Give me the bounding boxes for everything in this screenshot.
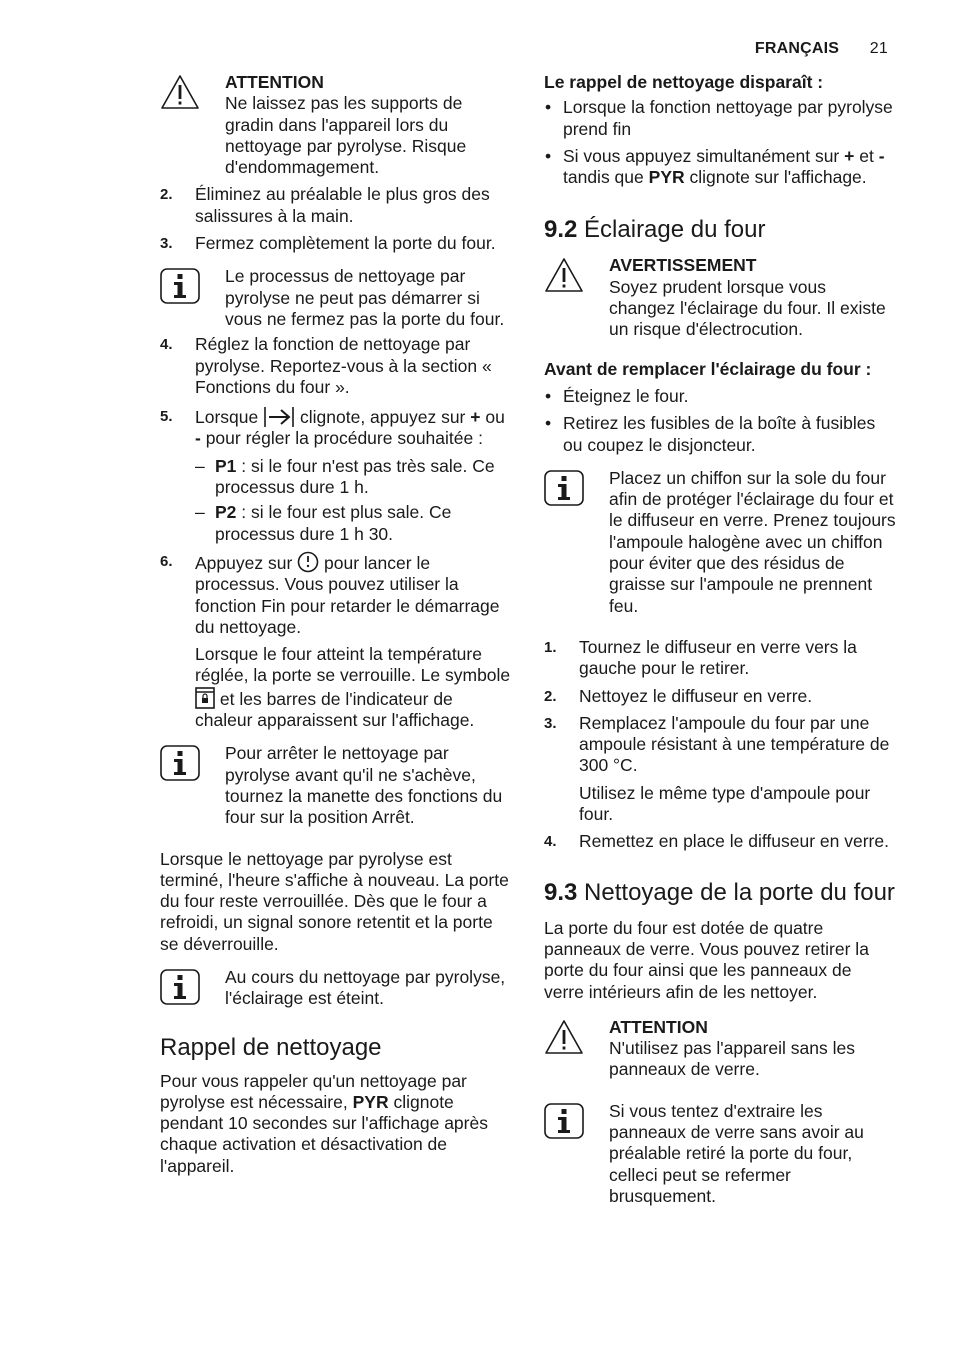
info-text: Le processus de nettoyage par pyrolyse ne peut pas démarrer si vous ne fermez pas la porte du four.	[225, 266, 505, 329]
cleaning-done-paragraph: Lorsque le nettoyage par pyrolyse est terminé, l'heure s'affiche à nouveau. La porte du four reste verrouillée. Dès que le four a refroidi, un signal sonore retentit et la porte se déverrouille.	[160, 848, 509, 954]
section-9-2-heading	[544, 216, 896, 243]
info-text: Au cours du nettoyage par pyrolyse, l'éclairage est éteint.	[225, 966, 506, 1009]
info-icon	[544, 1103, 584, 1139]
step-number: 1.	[544, 638, 557, 656]
step-r1	[544, 637, 896, 680]
bullet-text	[563, 146, 896, 189]
step5-post: pour régler la procédure souhaitée :	[205, 428, 483, 449]
option-p2: – P2 : si le four est plus sale. Ce processus dure 1 h 30.	[195, 502, 452, 544]
step6-para2-post: et les barres de l'indicateur de chaleur apparaissent sur l'affichage.	[195, 688, 475, 731]
plus-symbol: +	[470, 407, 481, 428]
bullet-item: • Si vous appuyez simultanément sur + et - tandis que PYR clignote sur l'affichage.	[544, 146, 896, 189]
pyr-label: PYR	[352, 1091, 389, 1112]
step-number: 2.	[544, 687, 557, 705]
step-number: 3.	[544, 714, 557, 732]
warning-text: N'utilisez pas l'appareil sans les panneaux de verre.	[609, 1038, 855, 1080]
step-r2	[544, 686, 896, 707]
step-text: Remplacez l'ampoule du four par une ampoule résistant à une température de 300 °C.	[579, 712, 890, 776]
step-text	[195, 406, 512, 450]
step-text: Remettez en place le diffuseur en verre.	[579, 831, 889, 852]
warning-title: AVERTISSEMENT	[609, 255, 757, 276]
step6-pre: Appuyez sur	[195, 552, 293, 573]
p1-label: P1	[215, 455, 237, 476]
rappel-post: clignote pendant 10 secondes sur l'affichage après chaque activation et désactivation de l'appareil.	[160, 1091, 488, 1176]
warning-attention-supports	[160, 72, 512, 178]
right-column	[544, 72, 896, 1207]
p2-text: : si le four est plus sale. Ce processus dure 1 h 30.	[215, 502, 452, 544]
step-number: 4.	[160, 336, 173, 354]
section-title: Éclairage du four	[584, 216, 766, 244]
page-number: 21	[869, 40, 888, 57]
step6-post: pour lancer le processus. Vous pouvez utiliser la fonction Fin pour retarder le démarrage du nettoyage.	[195, 552, 500, 637]
info-icon	[160, 268, 200, 304]
step-number: 4.	[544, 833, 557, 851]
step-number: 2.	[160, 186, 173, 204]
rappel-paragraph	[160, 1071, 512, 1177]
step-6	[160, 551, 512, 731]
step6-para2	[195, 644, 512, 731]
b2-pre: Si vous appuyez simultanément sur	[563, 145, 840, 166]
warning-triangle-icon	[544, 257, 584, 293]
disparait-heading: Le rappel de nettoyage disparaît :	[544, 72, 824, 92]
info-icon	[160, 969, 200, 1005]
step-3	[160, 233, 512, 254]
step-text: Nettoyez le diffuseur en verre.	[579, 685, 813, 706]
info-icon	[544, 470, 584, 506]
page-header	[755, 38, 888, 59]
b2-post: clignote sur l'affichage.	[689, 167, 867, 188]
b2-et: et	[859, 145, 874, 166]
info-text: Si vous tentez d'extraire les panneaux de verre sans avoir au préalable retiré la porte du four, celleci peut se refermer brusquement.	[609, 1100, 864, 1206]
info-stop-cleaning	[160, 743, 512, 828]
step-text: Éliminez au préalable le plus gros des salissures à la main.	[195, 184, 490, 226]
minus-symbol: -	[195, 428, 201, 449]
step-number: 6.	[160, 552, 173, 570]
step-2	[160, 184, 512, 227]
step-text-2: Utilisez le même type d'ampoule pour four.	[579, 782, 871, 825]
info-light-off	[160, 967, 512, 1010]
option-p1: – P1 : si le four n'est pas très sale. Ce processus dure 1 h.	[195, 455, 495, 498]
bullet-text: Éteignez le four.	[563, 385, 689, 406]
info-text: Placez un chiffon sur la sole du four afin de protéger l'éclairage du four et le diffuseur en verre. Prenez toujours l'ampoule halogène avec un chiffon pour éviter que des résidus de graisse sur l'ampoule ne prennent feu.	[609, 467, 896, 616]
language-label: FRANÇAIS	[754, 40, 840, 57]
step-text	[195, 551, 512, 638]
warning-title: ATTENTION	[225, 72, 324, 92]
section-number: 9.2	[544, 216, 578, 244]
avant-heading: Avant de remplacer l'éclairage du four :	[544, 358, 872, 379]
porte-paragraph: La porte du four est dotée de quatre panneaux de verre. Vous pouvez retirer la porte du four ainsi que les panneaux de verre intérieurs afin de les nettoyer.	[544, 917, 869, 1002]
step5-pre: Lorsque	[195, 407, 259, 428]
info-cloth	[544, 468, 896, 617]
step-r3	[544, 713, 896, 825]
step5-mid: clignote, appuyez sur	[300, 407, 466, 428]
b2-mid: tandis que	[563, 167, 644, 188]
info-door-closed	[160, 266, 512, 330]
warning-attention-panels	[544, 1017, 896, 1081]
step-text: Fermez complètement la porte du four.	[195, 233, 496, 254]
info-door-close-risk	[544, 1101, 896, 1207]
left-column	[160, 72, 512, 1177]
door-lock-icon	[195, 687, 215, 709]
bullet-item: • Éteignez le four.	[544, 386, 896, 407]
p2-label: P2	[215, 502, 237, 523]
warning-text: Ne laissez pas les supports de gradin dans l'appareil lors du nettoyage par pyrolyse. Risque d'endommagement.	[225, 93, 467, 178]
warning-text: Soyez prudent lorsque vous changez l'éclairage du four. Il existe un risque d'électrocution.	[609, 276, 886, 340]
warning-triangle-icon	[544, 1019, 584, 1055]
step5-or: ou	[485, 407, 505, 428]
section-title: Nettoyage de la porte du four	[584, 878, 895, 906]
warning-triangle-icon	[160, 74, 200, 110]
bullet-text: Retirez les fusibles de la boîte à fusibles ou coupez le disjoncteur.	[563, 413, 876, 455]
rappel-pre: Pour vous rappeler qu'un nettoyage par pyrolyse est nécessaire,	[160, 1070, 467, 1112]
plus-symbol: +	[844, 145, 855, 166]
rappel-heading: Rappel de nettoyage	[160, 1033, 382, 1061]
section-number: 9.3	[544, 878, 578, 906]
bullet-item: • Retirez les fusibles de la boîte à fusibles ou coupez le disjoncteur.	[544, 413, 896, 456]
step6-para2-pre: Lorsque le four atteint la température réglée, la porte se verrouille. Le symbole	[195, 644, 511, 686]
warning-title: ATTENTION	[609, 1016, 708, 1037]
p1-text: : si le four n'est pas très sale. Ce processus dure 1 h.	[215, 455, 495, 498]
section-9-3-heading	[544, 879, 896, 906]
info-icon	[160, 745, 200, 781]
step-number: 3.	[160, 235, 173, 253]
start-timer-icon	[297, 551, 319, 573]
bullet-text: Lorsque la fonction nettoyage par pyrolyse prend fin	[563, 97, 893, 139]
minus-symbol: -	[878, 145, 885, 166]
step-number: 5.	[160, 408, 173, 426]
warning-avertissement	[544, 255, 896, 340]
step-4	[160, 334, 512, 398]
pyr-label: PYR	[648, 167, 685, 188]
info-text: Pour arrêter le nettoyage par pyrolyse avant qu'il ne s'achève, tournez la manette des fonctions du four sur la position Arrêt.	[225, 743, 503, 828]
step-text: Réglez la fonction de nettoyage par pyrolyse. Reportez-vous à la section « Fonctions du four ».	[195, 334, 492, 397]
step-5	[160, 406, 512, 545]
bullet-item: • Lorsque la fonction nettoyage par pyrolyse prend fin	[544, 97, 896, 140]
step-text: Tournez le diffuseur en verre vers la gauche pour le retirer.	[579, 636, 857, 679]
step-r4	[544, 831, 896, 852]
arrow-to-bar-icon	[263, 406, 295, 428]
